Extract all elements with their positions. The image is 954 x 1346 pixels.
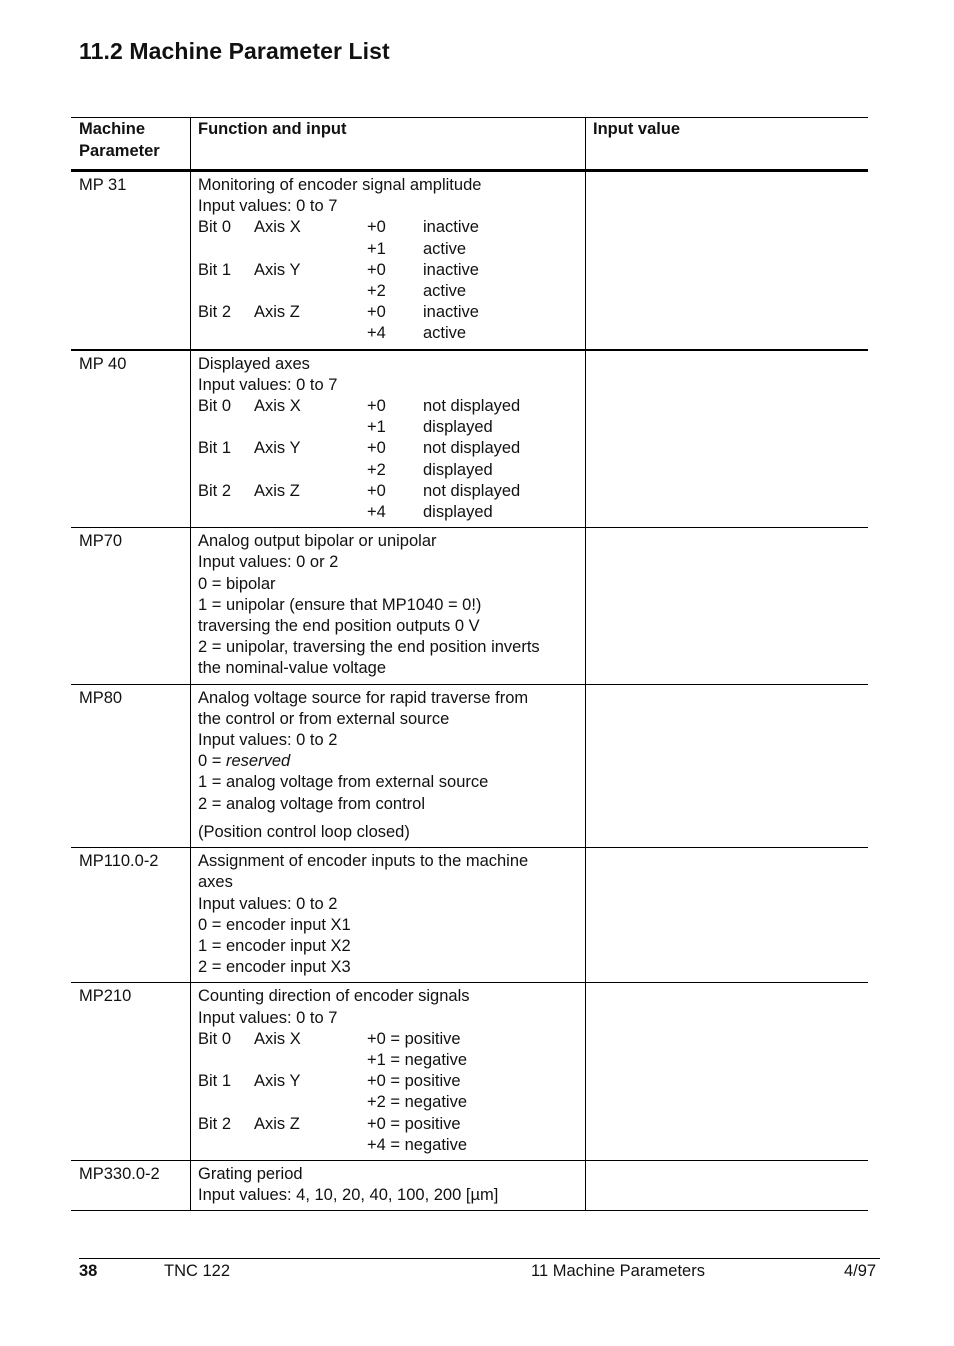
- param-description: Monitoring of encoder signal amplitude Input values: 0 to 7 Bit 0 Axis X +0 inactive +1 active Bit 1 Axis Y +0 inactive +2 active Bit 2 Axis Z +0 inactive +4 active: [191, 172, 586, 349]
- footer-divider: [79, 1258, 880, 1259]
- edition-date: 4/97: [844, 1262, 877, 1280]
- bit-line: +4 = negative: [367, 1135, 467, 1154]
- input-value-cell: [586, 685, 868, 847]
- bit-line: Bit 2 Axis Z +0 not displayed: [198, 481, 521, 500]
- param-note: (Position control loop closed): [198, 822, 410, 841]
- bit-line: +2 = negative: [367, 1093, 467, 1112]
- param-description: Assignment of encoder inputs to the machine axes Input values: 0 to 2 0 = encoder input X1 1 = encoder input X2 2 = encoder input X3: [191, 848, 586, 982]
- param-name: MP 40: [71, 351, 191, 528]
- param-name: MP 31: [71, 172, 191, 349]
- table-row: [71, 172, 868, 351]
- table-row: [71, 528, 868, 684]
- bit-line: Bit 0 Axis X +0 = positive: [198, 1029, 461, 1048]
- header-function-input: Function and input: [191, 118, 586, 169]
- param-description: Grating period Input values: 4, 10, 20, 40, 100, 200 [µm]: [191, 1161, 586, 1210]
- bit-line: +2 active: [367, 282, 467, 301]
- input-value-cell: [586, 528, 868, 683]
- table-row: [71, 983, 868, 1161]
- input-value-cell: [586, 848, 868, 982]
- bit-line: Bit 2 Axis Z +0 inactive: [198, 303, 479, 322]
- bit-line: Bit 0 Axis X +0 inactive: [198, 218, 479, 237]
- page-number: 38: [79, 1262, 98, 1280]
- bit-line: Bit 2 Axis Z +0 = positive: [198, 1114, 461, 1133]
- page-title: 11.2 Machine Parameter List: [79, 38, 390, 64]
- table-row: [71, 351, 868, 529]
- input-value-cell: [586, 172, 868, 349]
- param-name: MP210: [71, 983, 191, 1160]
- param-name: MP80: [71, 685, 191, 847]
- bit-line: +4 active: [367, 324, 467, 343]
- table-header-row: [71, 118, 868, 172]
- bit-line: +1 active: [367, 239, 467, 258]
- param-name: MP70: [71, 528, 191, 683]
- input-value-cell: [586, 1161, 868, 1210]
- bit-line: Bit 1 Axis Y +0 inactive: [198, 260, 479, 279]
- input-value-cell: [586, 983, 868, 1160]
- bit-line: Bit 1 Axis Y +0 not displayed: [198, 439, 521, 458]
- table-row: [71, 1161, 868, 1211]
- bit-line: +4 displayed: [367, 503, 493, 522]
- chapter-title: 11 Machine Parameters: [531, 1262, 705, 1280]
- product-name: TNC 122: [164, 1262, 231, 1280]
- bit-line: Bit 0 Axis X +0 not displayed: [198, 397, 521, 416]
- bit-line: +1 = negative: [367, 1050, 467, 1069]
- param-name: MP330.0-2: [71, 1161, 191, 1210]
- header-machine-parameter: Machine Parameter: [71, 118, 191, 169]
- bit-line: Bit 1 Axis Y +0 = positive: [198, 1072, 461, 1091]
- param-description: Counting direction of encoder signals Input values: 0 to 7 Bit 0 Axis X +0 = positive +1 = negative Bit 1 Axis Y +0 = positive +2 = negative Bit 2 Axis Z +0 = positive +4 = negative: [191, 983, 586, 1160]
- bit-line: +1 displayed: [367, 418, 493, 437]
- param-name: MP110.0-2: [71, 848, 191, 982]
- bit-line: +2 displayed: [367, 460, 493, 479]
- table-row: [71, 848, 868, 983]
- param-description: Analog voltage source for rapid traverse from the control or from external source Input values: 0 to 2 0 = reserved 1 = analog voltage from external source 2 = analog voltage from control (Position control loop closed): [191, 685, 586, 847]
- header-input-value: Input value: [593, 120, 681, 138]
- input-value-cell: [586, 351, 868, 528]
- param-description: Analog output bipolar or unipolar Input values: 0 or 2 0 = bipolar 1 = unipolar (ensure that MP1040 = 0!) traversing the end position outputs 0 V 2 = unipolar, traversing the end position inverts the nominal-value voltage: [191, 528, 586, 683]
- parameter-table: [71, 117, 868, 1211]
- param-description: Displayed axes Input values: 0 to 7 Bit 0 Axis X +0 not displayed +1 displayed Bit 1 Axis Y +0 not displayed +2 displayed Bit 2 Axis Z +0 not displayed +4 displayed: [191, 351, 586, 528]
- table-row: [71, 685, 868, 848]
